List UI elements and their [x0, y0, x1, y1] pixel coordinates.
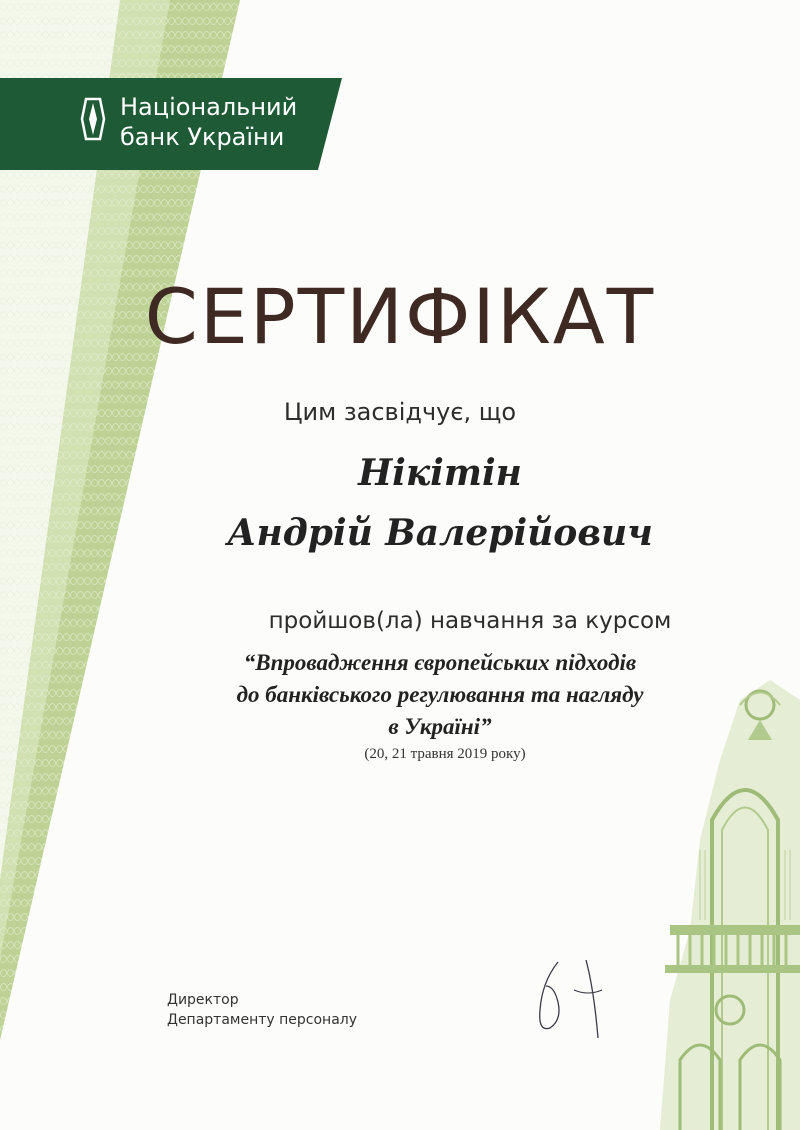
signature-icon [528, 950, 618, 1045]
course-title-line-1: “Впровадження європейських підходів [243, 650, 637, 675]
nbu-logo-icon [80, 97, 106, 141]
logo-line-2: банк України [120, 123, 285, 151]
course-intro-text: пройшов(ла) навчання за курсом [268, 608, 672, 634]
logo-line-1: Національний [120, 93, 298, 121]
course-title-line-3: в Україні” [388, 714, 492, 739]
recipient-surname: Нікітін [358, 452, 522, 494]
course-dates: (20, 21 травня 2019 року) [364, 746, 526, 762]
recipient-given-names: Андрій Валерійович [227, 512, 653, 554]
logo-text [120, 92, 297, 152]
course-title-line-2: до банківського регулювання та нагляду [236, 682, 644, 707]
certificate-title: СЕРТИФІКАТ [144, 272, 656, 361]
signer-title-line-2: Департаменту персоналу [167, 1012, 358, 1028]
intro-text: Цим засвідчує, що [283, 398, 517, 426]
signer-title-line-1: Директор [167, 992, 239, 1008]
signer-block [167, 990, 357, 1030]
